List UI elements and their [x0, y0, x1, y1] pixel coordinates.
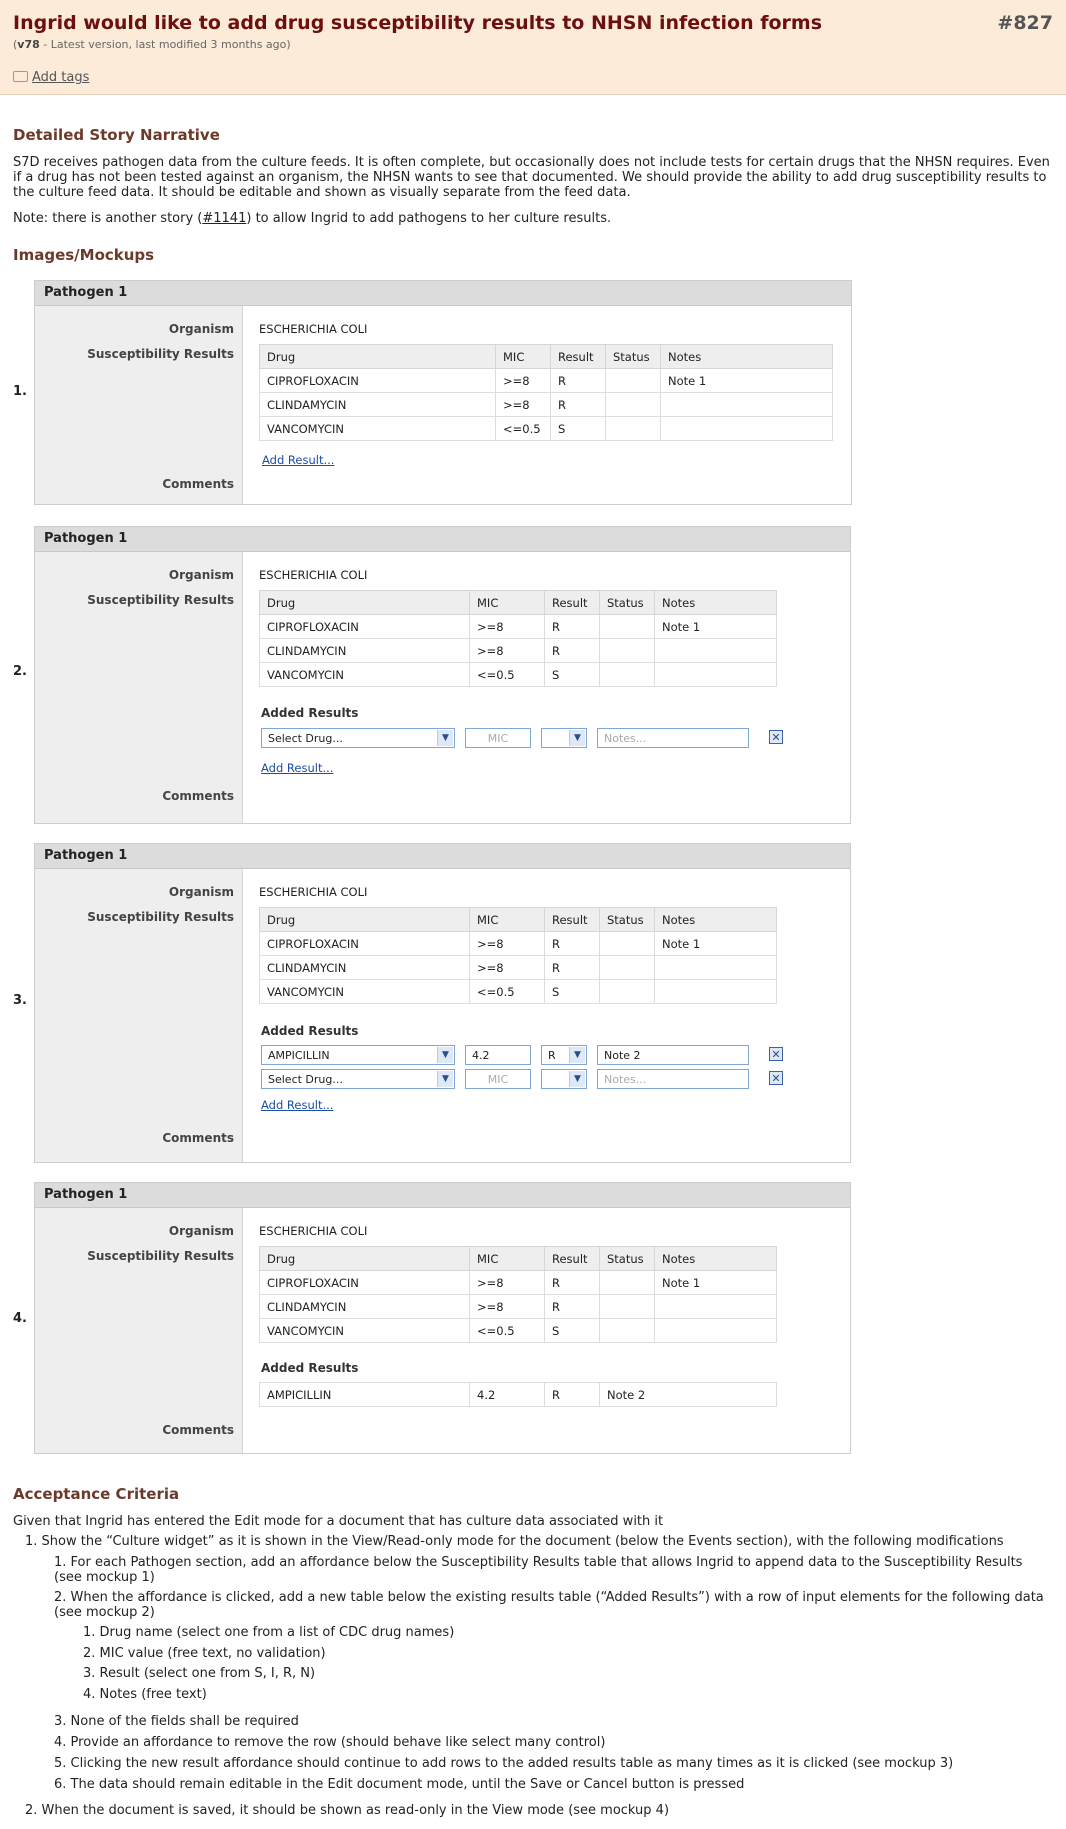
added-results-label: Added Results — [261, 706, 359, 720]
col-drug: Drug — [260, 345, 496, 369]
organism-value: ESCHERICHIA COLI — [259, 885, 368, 899]
pathogen-title: Pathogen 1 — [35, 281, 851, 306]
mockup-number: 2. — [13, 664, 27, 679]
result-select[interactable]: R ▼ — [541, 1045, 587, 1065]
list-item: 6. The data should remain editable in the Edit document mode, until the Save or Cancel button is pressed — [54, 1777, 745, 1792]
col-result: Result — [551, 345, 606, 369]
table-row: VANCOMYCIN <=0.5 S — [260, 663, 777, 687]
pathogen-panel — [34, 843, 851, 1163]
table-row: CLINDAMYCIN >=8 R — [260, 639, 777, 663]
pathogen-panel — [34, 526, 851, 824]
pathogen-panel — [34, 280, 852, 505]
chevron-down-icon: ▼ — [437, 1047, 453, 1063]
notes-input[interactable]: Notes... — [597, 1069, 749, 1089]
susceptibility-label: Susceptibility Results — [87, 347, 234, 361]
mockups-heading: Images/Mockups — [13, 246, 155, 264]
chevron-down-icon: ▼ — [569, 1047, 585, 1063]
pathogen-title: Pathogen 1 — [35, 527, 850, 552]
page-title: Ingrid would like to add drug susceptibility results to NHSN infection forms — [13, 12, 823, 34]
mockup-number: 4. — [13, 1311, 27, 1326]
narrative-heading: Detailed Story Narrative — [13, 126, 220, 144]
susceptibility-label: Susceptibility Results — [87, 910, 234, 924]
version: v78 — [17, 38, 40, 51]
susceptibility-table — [259, 344, 833, 441]
result-select[interactable] — [541, 728, 587, 748]
table-row: VANCOMYCIN <=0.5 S — [260, 980, 777, 1004]
mockup-number: 3. — [13, 993, 27, 1008]
col-mic: MIC — [496, 345, 551, 369]
tags-area — [13, 70, 89, 85]
table-row: VANCOMYCIN <=0.5 S — [260, 417, 833, 441]
add-result-link[interactable]: Add Result... — [262, 453, 335, 467]
list-item: 1. For each Pathogen section, add an affordance below the Susceptibility Results table that allows Ingrid to append data to the Susceptibility Results (see mockup 1) — [54, 1555, 1023, 1585]
organism-label: Organism — [168, 885, 234, 899]
narrative-paragraph: S7D receives pathogen data from the culture feeds. It is often complete, but occasionally does not include tests for certain drugs that the NHSN requires. Even if a drug has not been tested against an organism, the NHSN wants to see that documented. We should provide the ability to add drug susceptibility results to the culture feed data. It should be editable and shown as visually separate from the feed data. — [13, 155, 1050, 200]
organism-value: ESCHERICHIA COLI — [259, 568, 368, 582]
version-note: - Latest version, last modified 3 months ago) — [39, 38, 291, 51]
susceptibility-label: Susceptibility Results — [87, 593, 234, 607]
table-row: CLINDAMYCIN >=8 R — [260, 1295, 777, 1319]
table-row: CIPROFLOXACIN >=8 R Note 1 — [260, 932, 777, 956]
table-row: CLINDAMYCIN >=8 R — [260, 956, 777, 980]
organism-value: ESCHERICHIA COLI — [259, 1224, 368, 1238]
acceptance-intro: Given that Ingrid has entered the Edit mode for a document that has culture data associated with it — [13, 1514, 664, 1529]
mic-input[interactable]: 4.2 — [465, 1045, 531, 1065]
table-row: CIPROFLOXACIN >=8 R Note 1 — [260, 369, 833, 393]
table-row: CIPROFLOXACIN >=8 R Note 1 — [260, 615, 777, 639]
comments-label: Comments — [162, 789, 234, 803]
drug-select[interactable]: Select Drug... ▼ — [261, 728, 455, 748]
list-item: 2. MIC value (free text, no validation) — [83, 1646, 326, 1661]
added-results-label: Added Results — [261, 1361, 359, 1375]
susceptibility-label: Susceptibility Results — [87, 1249, 234, 1263]
notes-input[interactable]: Note 2 — [597, 1045, 749, 1065]
comments-label: Comments — [162, 1131, 234, 1145]
list-item: 5. Clicking the new result affordance should continue to add rows to the added results table as many times as it is clicked (see mockup 3) — [54, 1756, 954, 1771]
chevron-down-icon: ▼ — [437, 1071, 453, 1087]
susceptibility-table: Drug MIC Result Status Notes CIPROFLOXACIN >=8 R Note 1 CLINDAMYCIN >=8 R VANCOMYCIN <=0.5 S — [259, 590, 777, 687]
col-notes: Notes — [661, 345, 833, 369]
organism-value: ESCHERICHIA COLI — [259, 322, 368, 336]
acceptance-heading: Acceptance Criteria — [13, 1485, 180, 1503]
mockup-number: 1. — [13, 384, 27, 399]
pathogen-title: Pathogen 1 — [35, 1183, 850, 1208]
chevron-down-icon: ▼ — [569, 1071, 585, 1087]
version-line: (v78 - Latest version, last modified 3 months ago) — [13, 38, 291, 51]
chevron-down-icon: ▼ — [437, 730, 453, 746]
organism-label: Organism — [168, 322, 234, 336]
table-row: AMPICILLIN 4.2 R Note 2 — [260, 1383, 777, 1407]
table-row: VANCOMYCIN <=0.5 S — [260, 1319, 777, 1343]
remove-row-button[interactable]: ✕ — [769, 730, 783, 744]
add-result-link[interactable]: Add Result... — [261, 761, 334, 775]
organism-label: Organism — [168, 568, 234, 582]
added-results-label: Added Results — [261, 1024, 359, 1038]
table-row: CIPROFLOXACIN >=8 R Note 1 — [260, 1271, 777, 1295]
pathogen-panel — [34, 1182, 851, 1454]
story-header — [0, 0, 1066, 95]
tag-icon — [13, 71, 28, 82]
organism-label: Organism — [168, 1224, 234, 1238]
col-status: Status — [606, 345, 661, 369]
mic-input[interactable]: MIC — [465, 1069, 531, 1089]
pathogen-title: Pathogen 1 — [35, 844, 850, 869]
susceptibility-table: Drug MIC Result Status Notes CIPROFLOXACIN >=8 R Note 1 CLINDAMYCIN >=8 R VANCOMYCIN <=0.5 S — [259, 1246, 777, 1343]
list-item: 2. When the document is saved, it should be shown as read-only in the View mode (see mockup 4) — [25, 1803, 670, 1818]
add-tags-link[interactable]: Add tags — [32, 70, 90, 85]
remove-row-button[interactable]: ✕ — [769, 1071, 783, 1085]
list-item: 1. Drug name (select one from a list of CDC drug names) — [83, 1625, 455, 1640]
add-result-link[interactable]: Add Result... — [261, 1098, 334, 1112]
notes-input[interactable]: Notes... — [597, 728, 749, 748]
chevron-down-icon: ▼ — [569, 730, 585, 746]
table-row: CLINDAMYCIN >=8 R — [260, 393, 833, 417]
narrative-note: Note: there is another story (#1141) to allow Ingrid to add pathogens to her culture results. — [13, 211, 612, 226]
list-item: 2. When the affordance is clicked, add a new table below the existing results table (“Added Results”) with a row of input elements for the following data (see mockup 2) — [54, 1590, 1044, 1620]
added-results-table — [259, 1382, 777, 1407]
comments-label: Comments — [162, 1423, 234, 1437]
mic-input[interactable]: MIC — [465, 728, 531, 748]
story-link[interactable]: #1141 — [202, 211, 247, 226]
remove-row-button[interactable]: ✕ — [769, 1047, 783, 1061]
list-item: 1. Show the “Culture widget” as it is shown in the View/Read-only mode for the document (below the Events section), with the following modifications — [25, 1534, 1004, 1549]
susceptibility-table: Drug MIC Result Status Notes CIPROFLOXACIN >=8 R Note 1 CLINDAMYCIN >=8 R VANCOMYCIN <=0.5 S — [259, 907, 777, 1004]
list-item: 3. Result (select one from S, I, R, N) — [83, 1666, 316, 1681]
story-number: #827 — [997, 12, 1053, 34]
label-column — [35, 1208, 243, 1453]
drug-select[interactable]: AMPICILLIN ▼ — [261, 1045, 455, 1065]
list-item: 4. Notes (free text) — [83, 1687, 207, 1702]
list-item: 4. Provide an affordance to remove the row (should behave like select many control) — [54, 1735, 606, 1750]
result-select[interactable] — [541, 1069, 587, 1089]
comments-label: Comments — [162, 477, 234, 491]
drug-select[interactable]: Select Drug... ▼ — [261, 1069, 455, 1089]
list-item: 3. None of the fields shall be required — [54, 1714, 299, 1729]
